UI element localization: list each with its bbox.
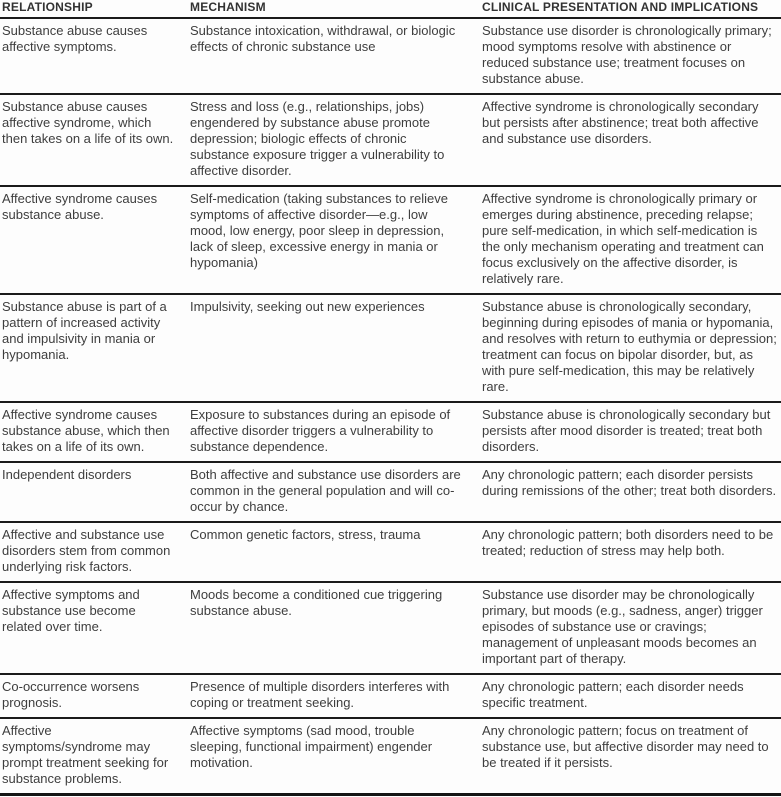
table-row [0,674,781,718]
cell-mechanism: Self-medication (taking substances to relieve symptoms of affective disorder—e.g., low mood, low energy, poor sleep in depression, lack of sleep, excessive energy in mania or hypomania) [188,186,480,294]
column-header-mechanism: MECHANISM [188,0,480,18]
cell-relationship: Affective syndrome causes substance abuse, which then takes on a life of its own. [0,402,188,462]
cell-clinical: Affective syndrome is chronologically primary or emerges during abstinence, preceding relapse; pure self-medication, in which self-medication is the only mechanism operating and treatment can focus exclusively on the affective disorder, is relatively rare. [480,186,781,294]
table-header [0,0,781,18]
table-row [0,582,781,674]
table-row [0,294,781,402]
cell-mechanism: Affective symptoms (sad mood, trouble sleeping, functional impairment) engender motivation. [188,718,480,795]
cell-clinical: Affective syndrome is chronologically secondary but persists after abstinence; treat both affective and substance use disorders. [480,94,781,186]
header-row [0,0,781,18]
cell-relationship: Affective symptoms and substance use become related over time. [0,582,188,674]
cell-mechanism: Exposure to substances during an episode of affective disorder triggers a vulnerability to substance dependence. [188,402,480,462]
table-row [0,186,781,294]
cell-relationship: Affective and substance use disorders stem from common underlying risk factors. [0,522,188,582]
column-header-clinical: CLINICAL PRESENTATION AND IMPLICATIONS [480,0,781,18]
cell-clinical: Substance use disorder is chronologically primary; mood symptoms resolve with abstinence or reduced substance use; treatment focuses on substance abuse. [480,18,781,94]
table-row [0,94,781,186]
cell-clinical: Any chronologic pattern; each disorder needs specific treatment. [480,674,781,718]
cell-clinical: Substance use disorder may be chronologically primary, but moods (e.g., sadness, anger) trigger episodes of substance use or cravings; management of unpleasant moods becomes an important part of therapy. [480,582,781,674]
cell-clinical: Substance abuse is chronologically secondary, beginning during episodes of mania or hypomania, and resolves with return to euthymia or depression; treatment can focus on bipolar disorder, but, as with pure self-medication, this may be relatively rare. [480,294,781,402]
cell-mechanism: Stress and loss (e.g., relationships, jobs) engendered by substance abuse promote depression; biologic effects of chronic substance exposure trigger a vulnerability to affective disorder. [188,94,480,186]
cell-mechanism: Both affective and substance use disorders are common in the general population and will co-occur by chance. [188,462,480,522]
table-row [0,18,781,94]
cell-relationship: Affective symptoms/syndrome may prompt treatment seeking for substance problems. [0,718,188,795]
cell-mechanism: Common genetic factors, stress, trauma [188,522,480,582]
cell-relationship: Substance abuse causes affective syndrome, which then takes on a life of its own. [0,94,188,186]
cell-relationship: Affective syndrome causes substance abuse. [0,186,188,294]
cell-clinical: Substance abuse is chronologically secondary but persists after mood disorder is treated; treat both disorders. [480,402,781,462]
table-row [0,718,781,795]
table-row [0,402,781,462]
cell-clinical: Any chronologic pattern; both disorders need to be treated; reduction of stress may help both. [480,522,781,582]
table-body [0,18,781,795]
cell-mechanism: Substance intoxication, withdrawal, or biologic effects of chronic substance use [188,18,480,94]
column-header-relationship: RELATIONSHIP [0,0,188,18]
cell-clinical: Any chronologic pattern; focus on treatment of substance use, but affective disorder may need to be treated if it persists. [480,718,781,795]
cell-relationship: Substance abuse is part of a pattern of increased activity and impulsivity in mania or hypomania. [0,294,188,402]
cell-mechanism: Presence of multiple disorders interferes with coping or treatment seeking. [188,674,480,718]
cell-clinical: Any chronologic pattern; each disorder persists during remissions of the other; treat both disorders. [480,462,781,522]
table-row [0,522,781,582]
cell-mechanism: Moods become a conditioned cue triggering substance abuse. [188,582,480,674]
cell-relationship: Substance abuse causes affective symptoms. [0,18,188,94]
table-row [0,462,781,522]
cell-relationship: Co-occurrence worsens prognosis. [0,674,188,718]
cell-mechanism: Impulsivity, seeking out new experiences [188,294,480,402]
cell-relationship: Independent disorders [0,462,188,522]
